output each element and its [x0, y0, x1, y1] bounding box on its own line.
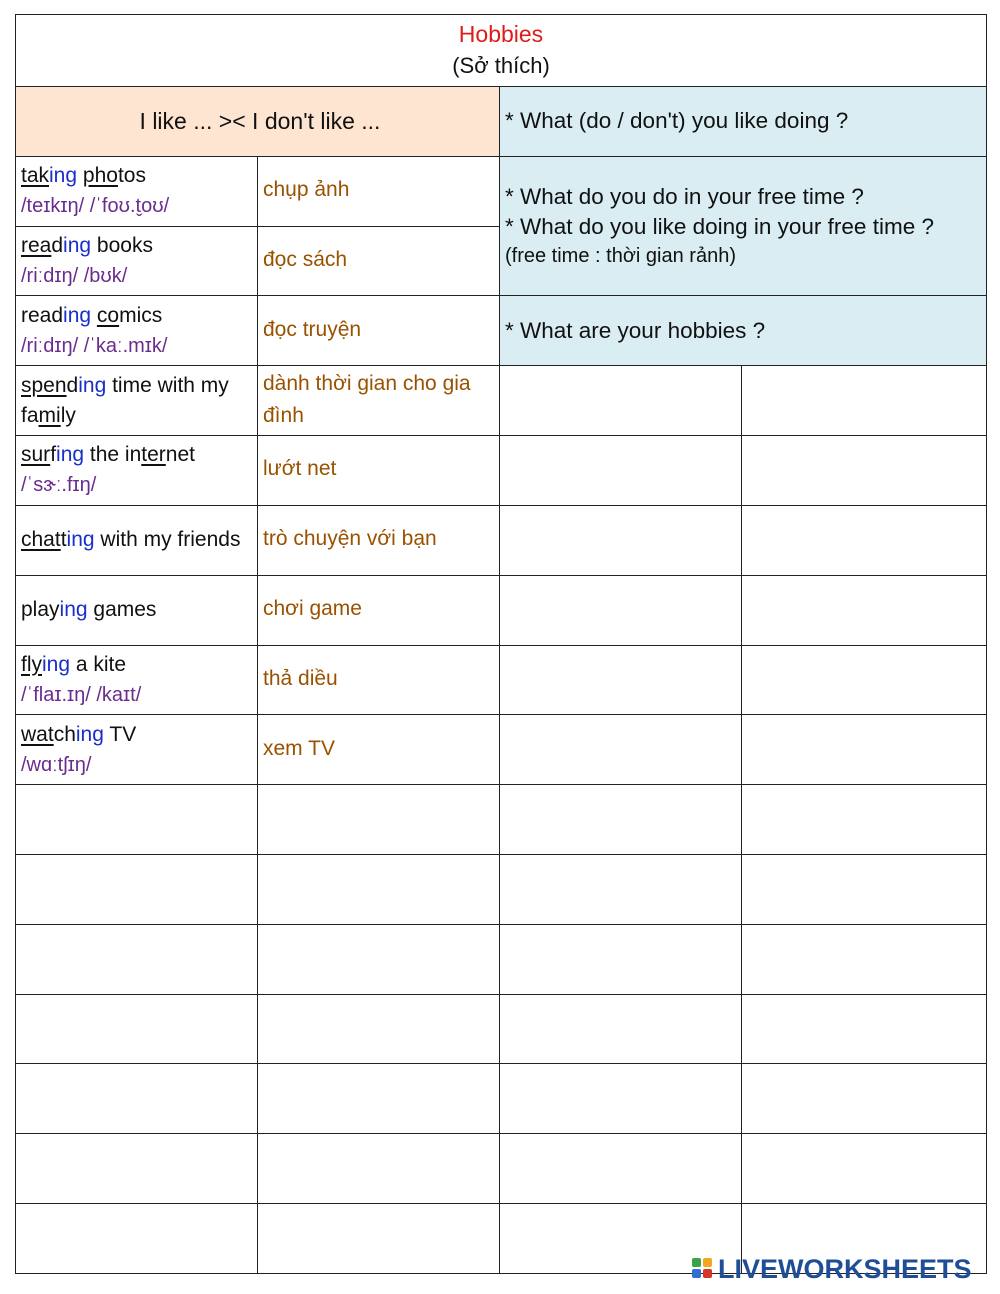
empty-answer-cell[interactable]: [500, 575, 742, 645]
like-dislike-header: I like ... >< I don't like ...: [16, 86, 500, 156]
vocab-english-cell: [16, 156, 258, 226]
empty-answer-cell[interactable]: [258, 1064, 500, 1134]
empty-answer-cell[interactable]: [500, 1134, 742, 1204]
vocab-english-part: ing: [78, 373, 107, 397]
vocab-vietnamese-cell: [258, 436, 500, 506]
vocab-english-part: read: [21, 303, 64, 327]
empty-answer-cell[interactable]: [742, 1064, 987, 1134]
empty-answer-cell[interactable]: [500, 854, 742, 924]
vocab-ipa: /ˈflaɪ.ɪŋ/ /kaɪt/: [21, 683, 142, 706]
empty-answer-cell[interactable]: [16, 924, 258, 994]
empty-answer-cell[interactable]: [258, 924, 500, 994]
vocab-english-cell: [16, 296, 258, 366]
vocab-vietnamese-cell: [258, 715, 500, 785]
vocab-english-part: the in: [84, 443, 142, 467]
vocab-english-part: ing: [59, 598, 88, 622]
vocab-english-part: net: [165, 443, 195, 467]
vocab-english-cell: [16, 436, 258, 506]
vocab-english-part: sur: [21, 443, 51, 467]
vocab-english-part: ly: [60, 403, 76, 427]
empty-answer-cell[interactable]: [16, 854, 258, 924]
vocab-english-part: ta: [21, 164, 39, 188]
vocab-english-part: spen: [21, 373, 67, 397]
empty-answer-cell[interactable]: [742, 854, 987, 924]
table-row: [16, 505, 987, 575]
question-what-do-dont: * What (do / don't) you like doing ?: [500, 86, 987, 156]
table-row: [16, 296, 987, 366]
empty-answer-cell[interactable]: [500, 436, 742, 506]
vocab-english-part: f: [50, 443, 57, 467]
empty-answer-cell[interactable]: [742, 505, 987, 575]
empty-answer-cell[interactable]: [500, 645, 742, 715]
empty-answer-cell[interactable]: [500, 994, 742, 1064]
empty-answer-cell[interactable]: [16, 994, 258, 1064]
vocab-english-part: ing: [42, 652, 71, 676]
vocab-english-part: ing: [63, 303, 92, 327]
empty-row: [16, 854, 987, 924]
vocab-english-part: ch: [53, 722, 76, 746]
vocab-english-cell: [16, 645, 258, 715]
vocab-ipa: /riːdɪŋ/ /bʊk/: [21, 264, 128, 287]
liveworksheets-logo: [692, 1255, 988, 1283]
vocab-english-part: d: [51, 233, 64, 257]
vocab-english-part: co: [96, 303, 120, 327]
vocab-vietnamese-cell: [258, 645, 500, 715]
vocab-vietnamese: thả diều: [263, 666, 338, 690]
vocab-english-part: t: [60, 528, 67, 552]
empty-answer-cell[interactable]: [742, 785, 987, 855]
vocab-english-part: ing: [56, 443, 85, 467]
table-row: [16, 366, 987, 436]
empty-answer-cell[interactable]: [500, 1064, 742, 1134]
vocab-english-part: d: [66, 373, 79, 397]
empty-answer-cell[interactable]: [258, 854, 500, 924]
vocab-english-part: ing: [75, 722, 104, 746]
vocab-english-part: ing: [66, 528, 95, 552]
empty-answer-cell[interactable]: [742, 994, 987, 1064]
vocab-vietnamese-cell: [258, 156, 500, 226]
empty-row: [16, 1134, 987, 1204]
title-cell: [16, 15, 987, 87]
empty-row: [16, 785, 987, 855]
vocab-vietnamese: đọc truyện: [263, 317, 362, 341]
empty-answer-cell[interactable]: [742, 924, 987, 994]
question-hobbies: * What are your hobbies ?: [500, 296, 987, 366]
table-row: [16, 645, 987, 715]
vocab-vietnamese-cell: [258, 505, 500, 575]
empty-answer-cell[interactable]: [16, 1134, 258, 1204]
empty-answer-cell[interactable]: [258, 994, 500, 1064]
empty-answer-cell[interactable]: [742, 715, 987, 785]
vocab-ipa: /teɪkɪŋ/ /ˈfoʊ.t̬oʊ/: [21, 195, 170, 218]
question-like-doing-free-time: * What do you like doing in your free time ?: [505, 214, 934, 240]
vocab-english-part: games: [87, 598, 157, 622]
vocab-english-part: tos: [117, 164, 146, 188]
vocab-english: [21, 440, 257, 470]
hobbies-worksheet-table: [15, 14, 987, 1274]
vocab-english-cell: [16, 226, 258, 296]
vocab-vietnamese: đọc sách: [263, 247, 348, 271]
vocab-english-cell: [16, 505, 258, 575]
empty-answer-cell[interactable]: [16, 785, 258, 855]
vocab-english-part: pho: [82, 164, 118, 188]
vocab-english-cell: [16, 575, 258, 645]
vocab-vietnamese: trò chuyện với bạn: [263, 527, 437, 551]
vocab-english-part: books: [91, 233, 153, 257]
vocab-english: [21, 525, 257, 555]
table-row: [16, 575, 987, 645]
vocab-english-part: ing: [63, 233, 92, 257]
question-free-time: * What do you do in your free time ?: [505, 184, 864, 210]
vocab-english: [21, 371, 257, 431]
empty-answer-cell[interactable]: [500, 924, 742, 994]
vocab-english-part: k: [38, 164, 50, 188]
vocab-english-part: fly: [21, 652, 42, 676]
vocab-english: [21, 161, 257, 191]
empty-answer-cell[interactable]: [742, 1134, 987, 1204]
empty-answer-cell[interactable]: [742, 575, 987, 645]
vocab-vietnamese: xem TV: [263, 736, 335, 760]
vocab-vietnamese-cell: [258, 575, 500, 645]
empty-row: [16, 1064, 987, 1134]
empty-answer-cell[interactable]: [500, 715, 742, 785]
question-free-time-cell: [500, 156, 987, 296]
vocab-english-part: rea: [21, 233, 52, 257]
table-row: [16, 436, 987, 506]
empty-answer-cell[interactable]: [742, 436, 987, 506]
vocab-ipa: /riːdɪŋ/ /ˈkaː.mɪk/: [21, 334, 168, 357]
vocab-english-part: mi: [38, 403, 61, 427]
question-note: (free time : thời gian rảnh): [505, 245, 736, 268]
worksheet-title: Hobbies: [458, 21, 544, 48]
empty-answer-cell[interactable]: [16, 1064, 258, 1134]
vocab-english-part: play: [21, 598, 60, 622]
vocab-english: [21, 595, 257, 625]
vocab-vietnamese: chơi game: [263, 597, 362, 621]
vocab-ipa: /wɑːtʃɪŋ/: [21, 753, 92, 776]
vocab-english-part: ter: [141, 443, 166, 467]
vocab-ipa: /ˈsɝː.fɪŋ/: [21, 474, 97, 497]
vocab-english: [21, 301, 257, 331]
vocab-vietnamese: lướt net: [263, 457, 337, 481]
worksheet-subtitle: (Sở thích): [452, 53, 550, 79]
empty-answer-cell[interactable]: [500, 366, 742, 436]
empty-answer-cell[interactable]: [742, 366, 987, 436]
empty-answer-cell[interactable]: [742, 645, 987, 715]
vocab-english-part: TV: [103, 722, 137, 746]
empty-answer-cell[interactable]: [258, 1134, 500, 1204]
vocab-english-cell: [16, 366, 258, 436]
empty-answer-cell[interactable]: [258, 785, 500, 855]
empty-answer-cell[interactable]: [258, 1204, 500, 1274]
vocab-vietnamese-cell: [258, 366, 500, 436]
vocab-english-part: ing: [49, 164, 78, 188]
vocab-vietnamese-cell: [258, 296, 500, 366]
vocab-english-part: a kite: [70, 652, 127, 676]
vocab-english-part: mics: [119, 303, 163, 327]
vocab-english-part: wat: [21, 722, 54, 746]
vocab-english-part: with my friends: [94, 528, 241, 552]
empty-row: [16, 994, 987, 1064]
vocab-english-part: chat: [21, 528, 61, 552]
logo-text: LIVEWORKSHEETS: [718, 1254, 972, 1284]
empty-row: [16, 924, 987, 994]
vocab-english: [21, 231, 257, 261]
vocab-vietnamese: chụp ảnh: [263, 178, 350, 202]
logo-mark-icon: [692, 1258, 714, 1280]
vocab-vietnamese: dành thời gian cho gia đình: [263, 371, 471, 427]
vocab-vietnamese-cell: [258, 226, 500, 296]
empty-answer-cell[interactable]: [500, 505, 742, 575]
empty-answer-cell[interactable]: [16, 1204, 258, 1274]
vocab-english: [21, 650, 257, 680]
table-row: [16, 715, 987, 785]
vocab-english-cell: [16, 715, 258, 785]
empty-answer-cell[interactable]: [500, 785, 742, 855]
vocab-english-part: time with my fa: [21, 373, 229, 427]
vocab-english: [21, 720, 257, 750]
table-row: [16, 156, 987, 226]
